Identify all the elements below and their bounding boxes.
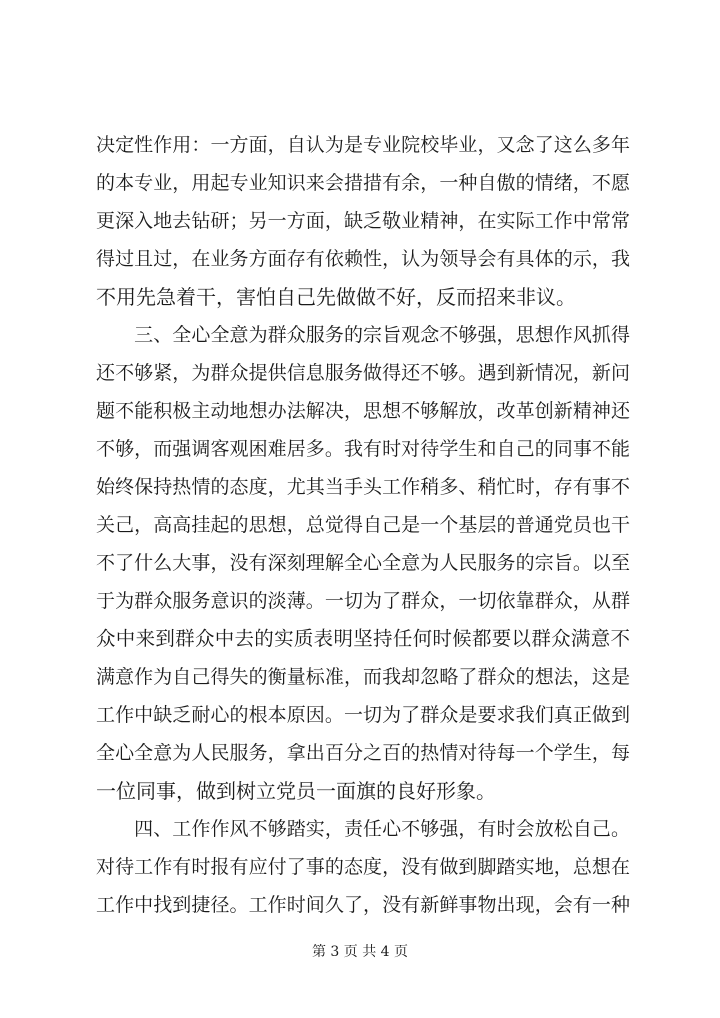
text-line: [96, 430, 630, 468]
text-line: [96, 848, 630, 886]
text-line-content: 工作中缺乏耐心的根本原因。一切为了群众是要求我们真正做到: [96, 704, 630, 726]
text-line: [96, 696, 630, 734]
text-line-content: 三、全心全意为群众服务的宗旨观念不够强，思想作风抓得: [96, 324, 630, 346]
text-line-content: 于为群众服务意识的淡薄。一切为了群众，一切依靠群众，从群: [96, 590, 630, 612]
text-line: [96, 392, 630, 430]
text-line-content: 对待工作有时报有应付了事的态度，没有做到脚踏实地，总想在: [96, 856, 630, 878]
body-text: [96, 126, 630, 924]
text-line-content: 工作中找到捷径。工作时间久了，没有新鲜事物出现，会有一种: [96, 894, 630, 916]
text-line: [96, 886, 630, 924]
text-line: [96, 734, 630, 772]
text-line-content: 满意作为自己得失的衡量标准，而我却忽略了群众的想法，这是: [96, 666, 630, 688]
text-line-content: 的本专业，用起专业知识来会措措有余，一种自傲的情绪，不愿: [96, 172, 630, 194]
text-line-content: 关己，高高挂起的思想，总觉得自己是一个基层的普通党员也干: [96, 514, 630, 536]
text-line-content: 一位同事，做到树立党员一面旗的良好形象。: [96, 779, 496, 803]
text-line-content: 不了什么大事，没有深刻理解全心全意为人民服务的宗旨。以至: [96, 552, 630, 574]
text-line-content: 众中来到群众中去的实质表明坚持任何时候都要以群众满意不: [96, 627, 630, 650]
text-line: [96, 278, 630, 316]
text-line-content: 决定性作用：一方面，自认为是专业院校毕业，又念了这么多年: [96, 134, 630, 156]
text-line: [96, 582, 630, 620]
text-line: [96, 772, 630, 810]
text-line-content: 不用先急着干，害怕自己先做做不好，反而招来非议。: [96, 285, 576, 309]
text-line-content: 题不能积极主动地想办法解决，思想不够解放，改革创新精神还: [96, 400, 630, 422]
page-footer: 第 3 页 共 4 页: [311, 944, 409, 960]
text-line-content: 得过且过，在业务方面存有依赖性，认为领导会有具体的示，我: [96, 248, 630, 270]
text-line-content: 还不够紧，为群众提供信息服务做得还不够。遇到新情况，新问: [96, 362, 630, 384]
text-line: [96, 126, 630, 164]
text-line-content: 不够，而强调客观困难居多。我有时对待学生和自己的同事不能: [96, 438, 630, 460]
text-line: [96, 164, 630, 202]
text-line: [96, 468, 630, 506]
text-line: [96, 240, 630, 278]
text-line: [96, 354, 630, 392]
text-line-content: 更深入地去钻研；另一方面，缺乏敬业精神，在实际工作中常常: [96, 210, 630, 232]
text-line: [96, 506, 630, 544]
text-line-content: 全心全意为人民服务，拿出百分之百的热情对待每一个学生，每: [96, 742, 630, 764]
text-line: [96, 620, 630, 658]
text-line: [96, 658, 630, 696]
text-line-content: 始终保持热情的态度，尤其当手头工作稍多、稍忙时，存有事不: [96, 476, 630, 498]
text-line-content: 四、工作作风不够踏实，责任心不够强，有时会放松自己。: [96, 818, 630, 840]
text-line: [96, 544, 630, 582]
text-line: [96, 202, 630, 240]
text-line: [96, 316, 630, 354]
text-line: [96, 810, 630, 848]
